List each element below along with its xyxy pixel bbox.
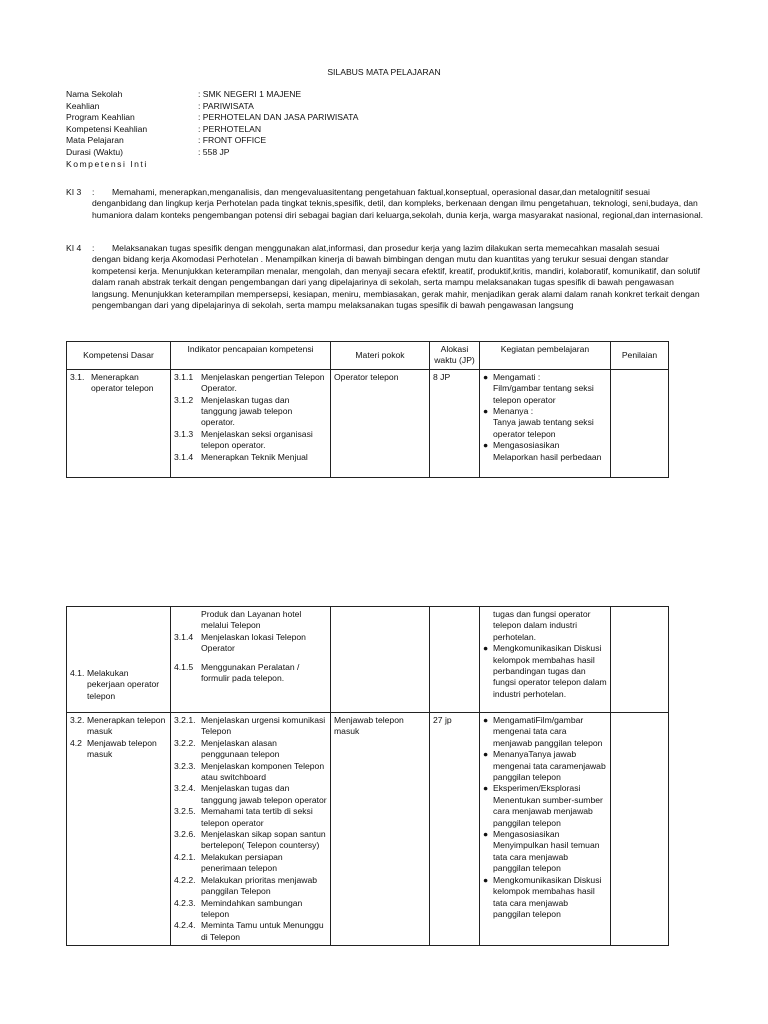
penilaian-cell (611, 607, 669, 713)
materi-cell: Menjawab telepon masuk (331, 713, 430, 946)
penilaian-cell (611, 713, 669, 946)
indikator-text: Meminta Tamu untuk Menunggu di Telepon (201, 920, 324, 942)
indikator-number: 3.2.4. (174, 783, 196, 794)
ki4-text-first-line: Melaksanakan tugas spesifik dengan menggunakan alat,informasi, dan prosedur kerja yang lazim dilakukan serta memecahkan masalah sesuai (112, 243, 660, 253)
info-row (66, 159, 358, 171)
indikator-number: 3.2.5. (174, 806, 196, 817)
kegiatan-detail: Tanya jawab tentang seksi operator telepon (493, 417, 594, 439)
school-info (66, 89, 358, 170)
ki4-block (66, 243, 706, 311)
table-row (67, 369, 669, 477)
header-alokasi-waktu: Alokasi waktu (JP) (430, 342, 480, 370)
kd-text: Menerapkan telepon masuk (87, 715, 166, 737)
info-value: : PERHOTELAN (198, 123, 262, 134)
kegiatan-title: Mengasosiasikan (493, 440, 560, 451)
kompetensi-inti-label: Kompetensi Inti (66, 158, 148, 169)
ki3-text: denganbidang dan lingkup kerja Perhotelan pada tingkat teknis,spesifik, detil, dan kompleks, berkenaan dengan ilmu pengetahuan, teknologi, seni,budaya, dan humaniora dalam konteks pengembangan potensi diri sebagai bagian dari keluarga,sekolah, dunia kerja, warga masyarakat nasional, regional,dan internasional. (92, 198, 704, 220)
indikator-number: 3.2.2. (174, 737, 196, 748)
bullet-icon: ● (483, 749, 489, 760)
indikator-cell (171, 607, 331, 713)
info-value: : SMK NEGERI 1 MAJENE (198, 89, 302, 99)
info-row (66, 112, 358, 124)
ki4-colon: : (92, 243, 95, 253)
info-value: : 558 JP (198, 146, 230, 157)
table-row (67, 607, 669, 713)
indikator-text: Menjelaskan seksi organisasi telepon operator. (201, 428, 313, 451)
indikator-text: Menjelaskan tugas dan tanggung jawab telepon operator. (201, 394, 293, 428)
indikator-text: Melakukan prioritas menjawab panggilan Telepon (201, 874, 318, 897)
kegiatan-cell (480, 369, 611, 477)
bullet-icon: ● (483, 829, 489, 840)
kegiatan-cell (480, 713, 611, 946)
info-label: Nama Sekolah (66, 89, 123, 99)
info-row (66, 124, 358, 136)
kd-cell (67, 607, 171, 713)
materi-cell: Operator telepon (331, 369, 430, 477)
syllabus-table-page-1 (66, 341, 669, 478)
kegiatan-detail: Melaporkan hasil perbedaan (493, 451, 602, 462)
ki3-number: KI 3 (66, 187, 82, 197)
indikator-text: Menjelaskan sikap sopan santun bertelepon( Telepon countersy) (201, 829, 326, 851)
indikator-number: 3.1.3 (174, 428, 194, 439)
info-label: Kompetensi Keahlian (66, 123, 148, 134)
info-row (66, 101, 358, 113)
indikator-number: 4.2.2. (174, 874, 196, 885)
bullet-icon: ● (483, 440, 489, 451)
indikator-number: 3.1.4 (174, 451, 194, 462)
kegiatan-text: MengamatiFilm/gambar mengenai tata cara menjawab panggilan telepon (493, 715, 603, 748)
indikator-text: Menjelaskan lokasi Telepon Operator (201, 631, 306, 654)
bullet-icon: ● (483, 783, 489, 794)
header-penilaian: Penilaian (611, 342, 669, 370)
kd-number: 4.1. (70, 668, 85, 678)
info-row (66, 135, 358, 147)
info-label: Program Keahlian (66, 112, 135, 123)
kd-text: Menerapkan operator telepon (91, 371, 154, 394)
ki4-text: dengan bidang kerja Akomodasi Perhotelan . Menampilkan kinerja di bawah bimbingan dengan mutu dan kuantitas yang terukur sesuai dengan standar kompetensi kerja. Menunjukkan keterampilan menalar, mengolah, dan menyaji secara efektif, kreatif, produktif,kritis, mandiri, kolaboratif, komunikatif, dan solutif dalam ranah abstrak terkait dengan pengembangan dari yang dipelajarinya di sekolah, serta mampu melaksanakan tugas spesifik di bawah pengawasan langsung. Menunjukkan keterampilan mempersepsi, kesiapan, meniru, membiasakan, gerak mahir, menjadikan gerak alami dalam ranah konkret terkait dengan pengembangan dari yang dipelajarinya di sekolah, serta mampu melaksanakan tugas spesifik di bawah pengawasan langsung (92, 254, 701, 311)
indikator-number: 3.2.3. (174, 760, 196, 771)
indikator-number: 4.1.5 (174, 661, 194, 672)
kegiatan-cell (480, 607, 611, 713)
indikator-number: 4.2.1. (174, 851, 196, 862)
indikator-text: Memahami tata tertib di seksi telepon operator (201, 806, 313, 828)
indikator-number: 3.1.2 (174, 394, 194, 405)
penilaian-cell (611, 369, 669, 477)
kegiatan-title: Menanya : (493, 406, 534, 417)
indikator-number: 3.2.6. (174, 829, 196, 840)
bullet-icon: ● (483, 874, 489, 885)
indikator-text: Menggunakan Peralatan / formulir pada telepon. (201, 661, 300, 684)
indikator-text: Melakukan persiapan penerimaan telepon (201, 851, 283, 874)
indikator-cell (171, 713, 331, 946)
bullet-icon: ● (483, 643, 489, 654)
kd-text: Melakukan pekerjaan operator telepon (87, 668, 160, 701)
indikator-text: Menjelaskan komponen Telepon atau switchboard (201, 760, 325, 783)
alokasi-cell: 8 JP (430, 369, 480, 477)
bullet-icon: ● (483, 371, 489, 382)
info-label: Keahlian (66, 100, 100, 111)
header-kegiatan: Kegiatan pembelajaran (480, 342, 611, 370)
indikator-number: 4.2.3. (174, 897, 196, 908)
alokasi-cell: 27 jp (430, 713, 480, 946)
indikator-number: 3.1.1 (174, 371, 194, 382)
kegiatan-detail: Film/gambar tentang seksi telepon operator (493, 383, 594, 405)
info-row (66, 89, 358, 101)
kegiatan-text: MenanyaTanya jawab mengenai tata caramenjawab panggilan telepon (493, 749, 606, 783)
kd-number: 3.2. (70, 715, 85, 725)
indikator-cell (171, 369, 331, 477)
header-materi-pokok: Materi pokok (331, 342, 430, 370)
alokasi-cell (430, 607, 480, 713)
ki4-number: KI 4 (66, 243, 82, 253)
indikator-text: Memindahkan sambungan telepon (201, 897, 303, 919)
kd-number: 4.2 (70, 737, 82, 748)
info-value: : PERHOTELAN DAN JASA PARIWISATA (198, 112, 359, 123)
indikator-text: Menjelaskan urgensi komunikasi Telepon (201, 715, 326, 737)
kegiatan-text: tugas dan fungsi operator telepon dalam industri perhotelan. (493, 609, 591, 642)
syllabus-table-page-2 (66, 606, 669, 946)
indikator-text: Menjelaskan tugas dan tanggung jawab telepon operator (201, 783, 327, 805)
kegiatan-title: Mengamati : (493, 371, 541, 382)
ki3-block (66, 187, 706, 221)
indikator-text: Menjelaskan alasan penggunaan telepon (201, 737, 280, 760)
kd-cell (67, 369, 171, 477)
indikator-text: Menjelaskan pengertian Telepon Operator. (201, 371, 325, 394)
ki3-colon: : (92, 187, 95, 197)
indikator-text: Menerapkan Teknik Menjual (201, 451, 308, 462)
bullet-icon: ● (483, 715, 489, 725)
info-label: Mata Pelajaran (66, 135, 124, 146)
kegiatan-text: Mengasosiasikan Menyimpulkan hasil temuan tata cara menjawab panggilan telepon (493, 829, 600, 874)
info-row (66, 147, 358, 159)
info-label: Durasi (Waktu) (66, 146, 123, 157)
kd-text: Menjawab telepon masuk (87, 737, 157, 760)
table-header-row (67, 342, 669, 370)
table-row (67, 713, 669, 946)
kegiatan-text: Eksperimen/Eksplorasi Menentukan sumber-sumber cara menjawab menjawab panggilan telepon (493, 783, 603, 828)
indikator-number: 3.2.1. (174, 715, 196, 725)
page-title: SILABUS MATA PELAJARAN (327, 67, 441, 77)
indikator-number: 3.1.4 (174, 631, 194, 642)
kegiatan-text: Mengkomunikasikan Diskusi kelompok membahas hasil tata cara menjawab panggilan telepon (493, 874, 602, 919)
materi-cell (331, 607, 430, 713)
info-value: : FRONT OFFICE (198, 135, 267, 146)
kd-cell (67, 713, 171, 946)
info-value: : PARIWISATA (198, 100, 254, 111)
header-kompetensi-dasar: Kompetensi Dasar (67, 342, 171, 370)
kegiatan-text: Mengkomunikasikan Diskusi kelompok membahas hasil perbandingan tugas dan fungsi operator telepon dalam industri perhotelan. (493, 643, 607, 699)
header-indikator: Indikator pencapaian kompetensi (171, 342, 331, 370)
kd-number: 3.1. (70, 371, 85, 382)
indikator-number: 4.2.4. (174, 920, 196, 931)
ki3-text-first-line: Memahami, menerapkan,menganalisis, dan mengevaluasitentang pengetahuan faktual,konseptual, operasional dasar,dan metalognitif sesuai (112, 187, 650, 197)
bullet-icon: ● (483, 406, 489, 417)
indikator-text: Produk dan Layanan hotel melalui Telepon (201, 609, 302, 631)
